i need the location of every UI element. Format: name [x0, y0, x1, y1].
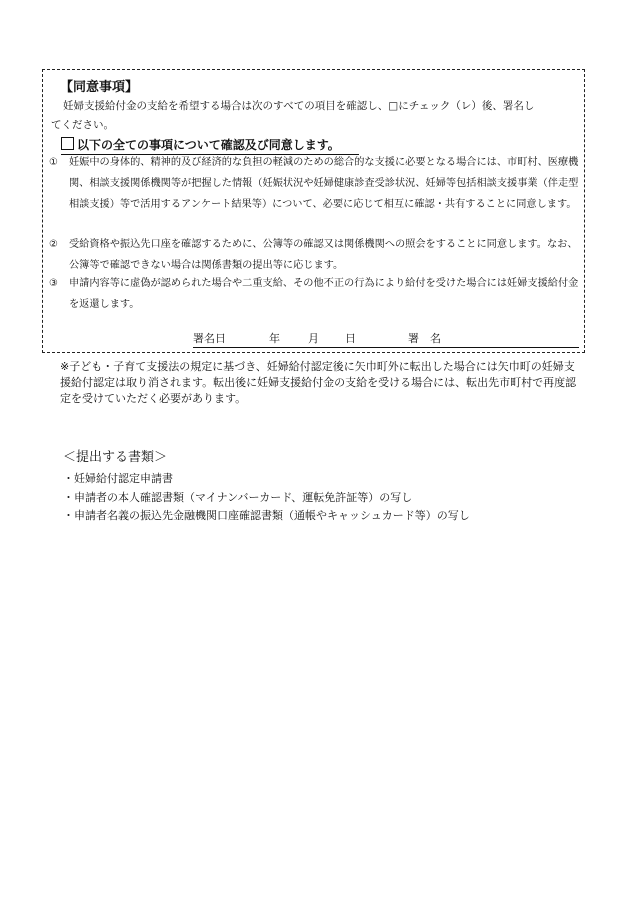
consent-checkbox-row[interactable]: [61, 136, 340, 153]
transfer-note: ※子ども・子育て支援法の規定に基づき、妊婦給付認定後に矢巾町外に転出した場合には矢巾町の妊婦支援給付認定は取り消されます。転出後に妊婦支援給付金の支給を受ける場合には、転出先市町村で再度認定を受けていただく必要があります。: [60, 360, 577, 405]
consent-intro-line1: 妊婦支援給付金の支給を希望する場合は次のすべての項目を確認し、□にチェック（レ）後、署名し: [63, 100, 535, 112]
consent-title: 【同意事項】: [60, 80, 139, 95]
document-item: ・妊婦給付認定申請書: [63, 472, 173, 485]
signature-year[interactable]: 年: [269, 332, 280, 345]
item-text: 申請内容等に虚偽が認められた場合や二重支給、その他不正の行為により給付を受けた場合には妊婦支援給付金を返還します。: [69, 278, 579, 310]
consent-item-3: [49, 273, 579, 315]
consent-item-2: [49, 234, 579, 276]
signature-name-label[interactable]: 署 名: [408, 332, 441, 345]
item-text: 受給資格や振込先口座を確認するために、公簿等の確認又は関係機関への照会をすることに同意します。なお、公簿等で確認できない場合は関係書類の提出等に応じます。: [69, 239, 578, 271]
signature-date-label: 署名日: [193, 332, 226, 345]
documents-heading: ＜提出する書類＞: [63, 450, 168, 465]
signature-line: [193, 347, 579, 348]
consent-checkbox[interactable]: [61, 137, 74, 150]
document-item: ・申請者名義の振込先金融機関口座確認書類（通帳やキャッシュカード等）の写し: [63, 509, 470, 522]
consent-intro-line2: てください。: [51, 119, 114, 131]
item-number: ②: [49, 239, 58, 250]
signature-month[interactable]: 月: [308, 332, 319, 345]
consent-box: [42, 69, 585, 353]
consent-item-1: [49, 152, 579, 215]
consent-checkbox-label: 以下の全ての事項について確認及び同意します。: [77, 138, 340, 152]
item-number: ③: [49, 278, 58, 289]
document-item: ・申請者の本人確認書類（マイナンバーカード、運転免許証等）の写し: [63, 491, 413, 504]
signature-day[interactable]: 日: [345, 332, 356, 345]
item-number: ①: [49, 157, 58, 168]
item-text: 妊娠中の身体的、精神的及び経済的な負担の軽減のための総合的な支援に必要となる場合には、市町村、医療機関、相談支援関係機関等が把握した情報（妊娠状況や妊婦健康診査受診状況、妊婦等包括相談支援事業（伴走型相談支援）等で活用するアンケート結果等）について、必要に応じて相互に確認・共有することに同意します。: [69, 157, 579, 210]
